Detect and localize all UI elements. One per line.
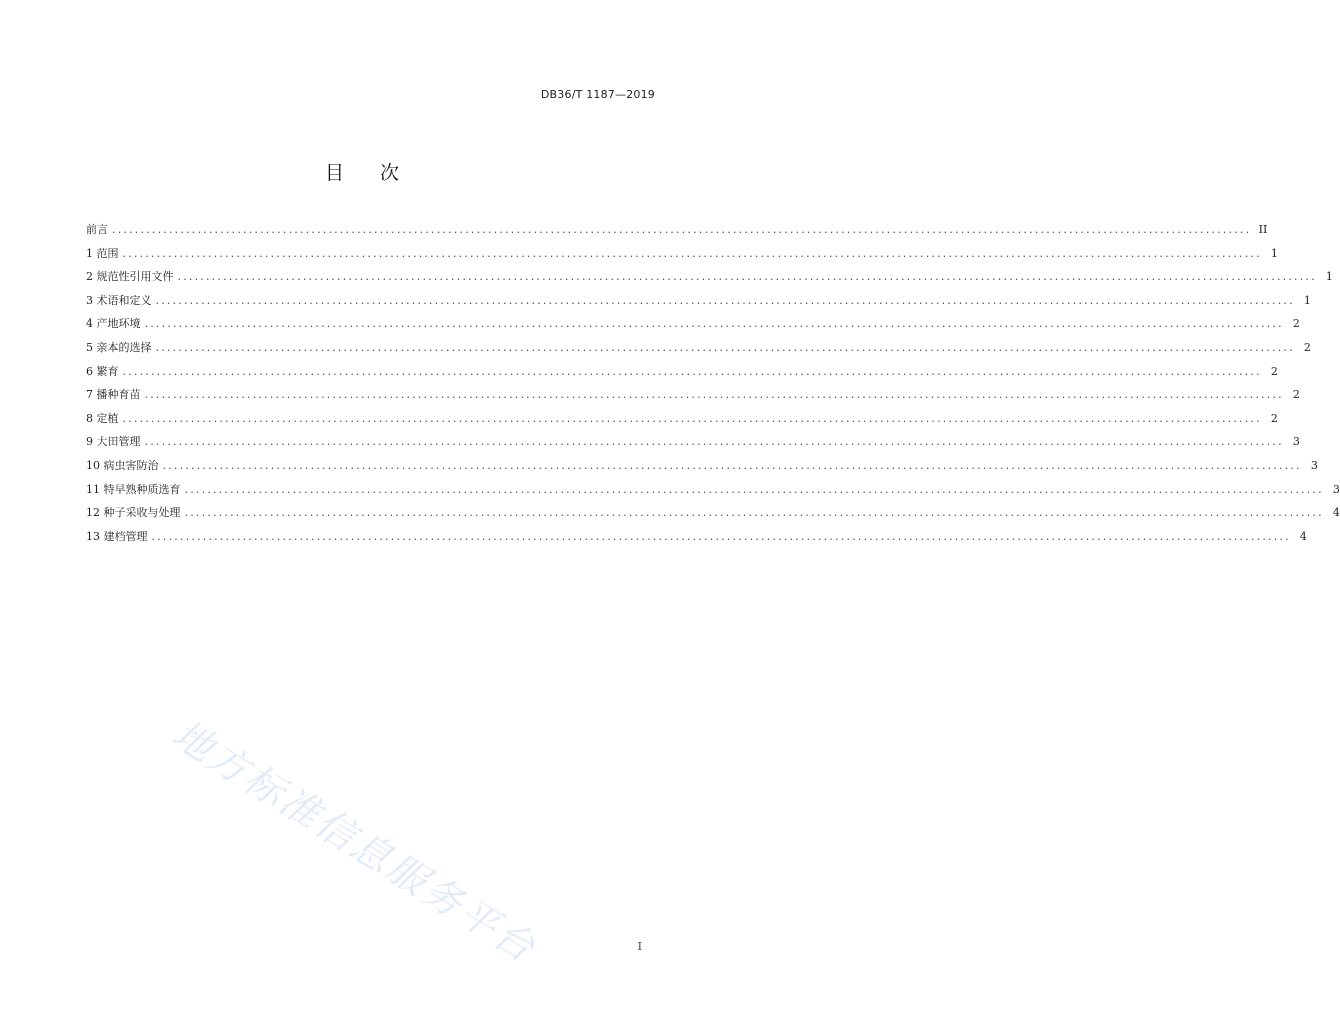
toc-item-label: 13 建档管理 [86, 529, 148, 543]
toc-item[interactable] [86, 265, 1333, 289]
toc-item[interactable] [86, 336, 1311, 360]
toc-item-page: 3 [1310, 458, 1318, 472]
toc-item-page: 1 [1270, 246, 1278, 260]
toc-leader-dots: ........................................................................................................................................................................................................ [151, 529, 1291, 543]
page-number: I [637, 940, 642, 953]
toc-item[interactable] [86, 360, 1278, 384]
toc-item-label: 5 亲本的选择 [86, 340, 152, 354]
toc-leader-dots: ........................................................................................................................................................................................................ [155, 293, 1295, 307]
toc-item-page: 1 [1325, 270, 1333, 284]
toc-item-page: 3 [1292, 435, 1300, 449]
toc-item-label: 前言 [86, 223, 108, 236]
toc-item-page: 2 [1270, 411, 1278, 425]
toc-item[interactable] [86, 289, 1311, 313]
toc-item-label: 9 大田管理 [86, 435, 141, 449]
toc-item-label: 11 特早熟种质选育 [86, 482, 181, 496]
toc-leader-dots: ........................................................................................................................................................................................................ [122, 411, 1262, 425]
toc-item-page: 4 [1299, 529, 1307, 543]
toc-item-page: II [1258, 223, 1268, 236]
watermark: 地方标准信息服务平台 [164, 711, 545, 973]
toc-item-page: 3 [1332, 482, 1340, 496]
toc-item-page: 2 [1292, 317, 1300, 331]
toc-leader-dots: ........................................................................................................................................................................................................ [112, 223, 1252, 236]
toc-item[interactable] [86, 383, 1300, 407]
toc-item-page: 2 [1292, 388, 1300, 402]
toc-item-label: 2 规范性引用文件 [86, 270, 174, 284]
toc-item-page: 2 [1270, 364, 1278, 378]
toc-leader-dots: ........................................................................................................................................................................................................ [144, 388, 1284, 402]
toc-leader-dots: ........................................................................................................................................................................................................ [144, 435, 1284, 449]
toc-list [86, 218, 1340, 548]
toc-leader-dots: ........................................................................................................................................................................................................ [184, 482, 1324, 496]
toc-leader-dots: ........................................................................................................................................................................................................ [144, 317, 1284, 331]
toc-item[interactable] [86, 407, 1278, 431]
toc-item[interactable] [86, 478, 1340, 502]
toc-leader-dots: ........................................................................................................................................................................................................ [184, 506, 1324, 520]
toc-item-label: 10 病虫害防治 [86, 458, 159, 472]
toc-item-label: 12 种子采收与处理 [86, 506, 181, 520]
toc-leader-dots: ........................................................................................................................................................................................................ [177, 270, 1317, 284]
toc-item-label: 4 产地环境 [86, 317, 141, 331]
document-code: DB36/T 1187—2019 [540, 88, 655, 101]
toc-item[interactable] [86, 242, 1278, 266]
toc-item-label: 8 定植 [86, 411, 119, 425]
toc-item-page: 1 [1303, 293, 1311, 307]
toc-item[interactable] [86, 312, 1300, 336]
toc-item[interactable] [86, 501, 1340, 525]
toc-item[interactable] [86, 454, 1318, 478]
toc-item-label: 3 术语和定义 [86, 293, 152, 307]
toc-item-label: 7 播种育苗 [86, 388, 141, 402]
toc-item[interactable] [86, 430, 1300, 454]
toc-leader-dots: ........................................................................................................................................................................................................ [122, 246, 1262, 260]
toc-leader-dots: ........................................................................................................................................................................................................ [162, 458, 1302, 472]
toc-leader-dots: ........................................................................................................................................................................................................ [155, 340, 1295, 354]
toc-item[interactable] [86, 525, 1307, 549]
toc-item-label: 6 繁育 [86, 364, 119, 378]
toc-leader-dots: ........................................................................................................................................................................................................ [122, 364, 1262, 378]
toc-item[interactable] [86, 218, 1268, 242]
toc-title: 目次 [324, 162, 435, 184]
toc-item-page: 2 [1303, 340, 1311, 354]
toc-item-page: 4 [1332, 506, 1340, 520]
toc-item-label: 1 范围 [86, 246, 119, 260]
